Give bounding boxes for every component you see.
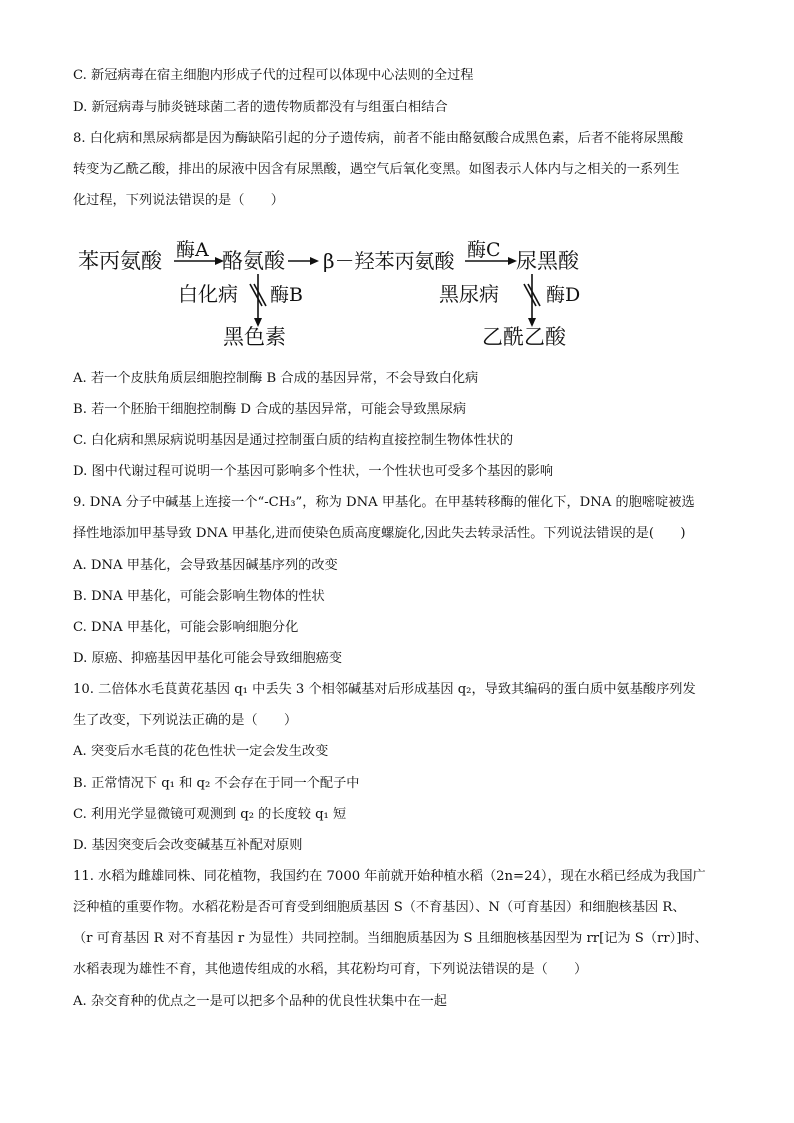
label-enzyme-b: 酶B: [270, 284, 303, 306]
question-11-line-2: 泛种植的重要作物。水稻花粉是否可育受到细胞质基因 S（不育基因）、N（可育基因）和细胞核基因 R、: [73, 900, 686, 915]
option-8b: B. 若一个胚胎干细胞控制酶 D 合成的基因异常，可能会导致黑尿病: [73, 402, 467, 417]
question-8-line-3: 化过程，下列说法错误的是（ ）: [73, 193, 284, 208]
option-7d: D. 新冠病毒与肺炎链球菌二者的遗传物质都没有与组蛋白相结合: [73, 100, 448, 115]
label-enzyme-c: 酶C: [467, 239, 501, 261]
option-9d: D. 原癌、抑癌基因甲基化可能会导致细胞癌变: [73, 651, 343, 666]
label-enzyme-d: 酶D: [546, 284, 581, 306]
arrow-tyrosine-hydroxy-head: [310, 257, 319, 265]
label-hydroxy: β－羟苯丙氨酸: [323, 249, 455, 273]
option-9c: C. DNA 甲基化，可能会影响细胞分化: [73, 620, 299, 635]
question-8-line-2: 转变为乙酰乙酸，排出的尿液中因含有尿黑酸，遇空气后氧化变黑。如图表示人体内与之相关的一系列生: [73, 162, 680, 177]
label-tyrosine: 酪氨酸: [222, 249, 285, 273]
option-10b: B. 正常情况下 q₁ 和 q₂ 不会存在于同一个配子中: [73, 776, 360, 791]
question-9-line-1: 9. DNA 分子中碱基上连接一个“-CH₃”，称为 DNA 甲基化。在甲基转移酶的催化下，DNA 的胞嘧啶被选: [73, 495, 695, 510]
label-albinism: 白化病: [178, 282, 238, 306]
option-8d: D. 图中代谢过程可说明一个基因可影响多个性状，一个性状也可受多个基因的影响: [73, 464, 554, 479]
question-10-line-2: 生了改变，下列说法正确的是（ ）: [73, 713, 298, 728]
option-8c: C. 白化病和黑尿病说明基因是通过控制蛋白质的结构直接控制生物体性状的: [73, 433, 514, 448]
metabolic-pathway-diagram: [70, 228, 590, 353]
question-11-line-3: （r 可育基因 R 对不育基因 r 为显性）共同控制。当细胞质基因为 S 且细胞核基因型为 rr[记为 S（rr）]时、: [73, 931, 708, 946]
question-10-line-1: 10. 二倍体水毛茛黄花基因 q₁ 中丢失 3 个相邻碱基对后形成基因 q₂，导致其编码的蛋白质中氨基酸序列发: [73, 682, 696, 697]
option-10d: D. 基因突变后会改变碱基互补配对原则: [73, 838, 303, 853]
label-acetoacetic: 乙酰乙酸: [482, 325, 566, 349]
option-10c: C. 利用光学显微镜可观测到 q₂ 的长度较 q₁ 短: [73, 807, 347, 822]
option-11a: A. 杂交育种的优点之一是可以把多个品种的优良性状集中在一起: [73, 994, 447, 1009]
question-11-line-4: 水稻表现为雄性不育，其他遗传组成的水稻，其花粉均可育，下列说法错误的是（ ）: [73, 962, 588, 977]
option-9a: A. DNA 甲基化，会导致基因碱基序列的改变: [73, 558, 338, 573]
question-8-line-1: 8. 白化病和黑尿病都是因为酶缺陷引起的分子遗传病，前者不能由酪氨酸合成黑色素，后者不能将尿黑酸: [73, 131, 684, 146]
label-melanin: 黑色素: [223, 325, 286, 349]
question-9-line-2: 择性地添加甲基导致 DNA 甲基化,进而使染色质高度螺旋化,因此失去转录活性。下列说法错误的是( ): [73, 526, 686, 541]
question-11-line-1: 11. 水稻为雌雄同株、同花植物，我国约在 7000 年前就开始种植水稻（2n=24），现在水稻已经成为我国广: [73, 869, 706, 884]
option-9b: B. DNA 甲基化，可能会影响生物体的性状: [73, 589, 325, 604]
option-10a: A. 突变后水毛茛的花色性状一定会发生改变: [73, 744, 329, 759]
label-phenylalanine: 苯丙氨酸: [78, 249, 162, 273]
label-alkaptonuria: 黑尿病: [439, 282, 499, 306]
label-enzyme-a: 酶A: [176, 239, 209, 261]
option-7c: C. 新冠病毒在宿主细胞内形成子代的过程可以体现中心法则的全过程: [73, 68, 474, 83]
label-homogentisic: 尿黑酸: [516, 249, 579, 273]
option-8a: A. 若一个皮肤角质层细胞控制酶 B 合成的基因异常，不会导致白化病: [73, 371, 479, 386]
